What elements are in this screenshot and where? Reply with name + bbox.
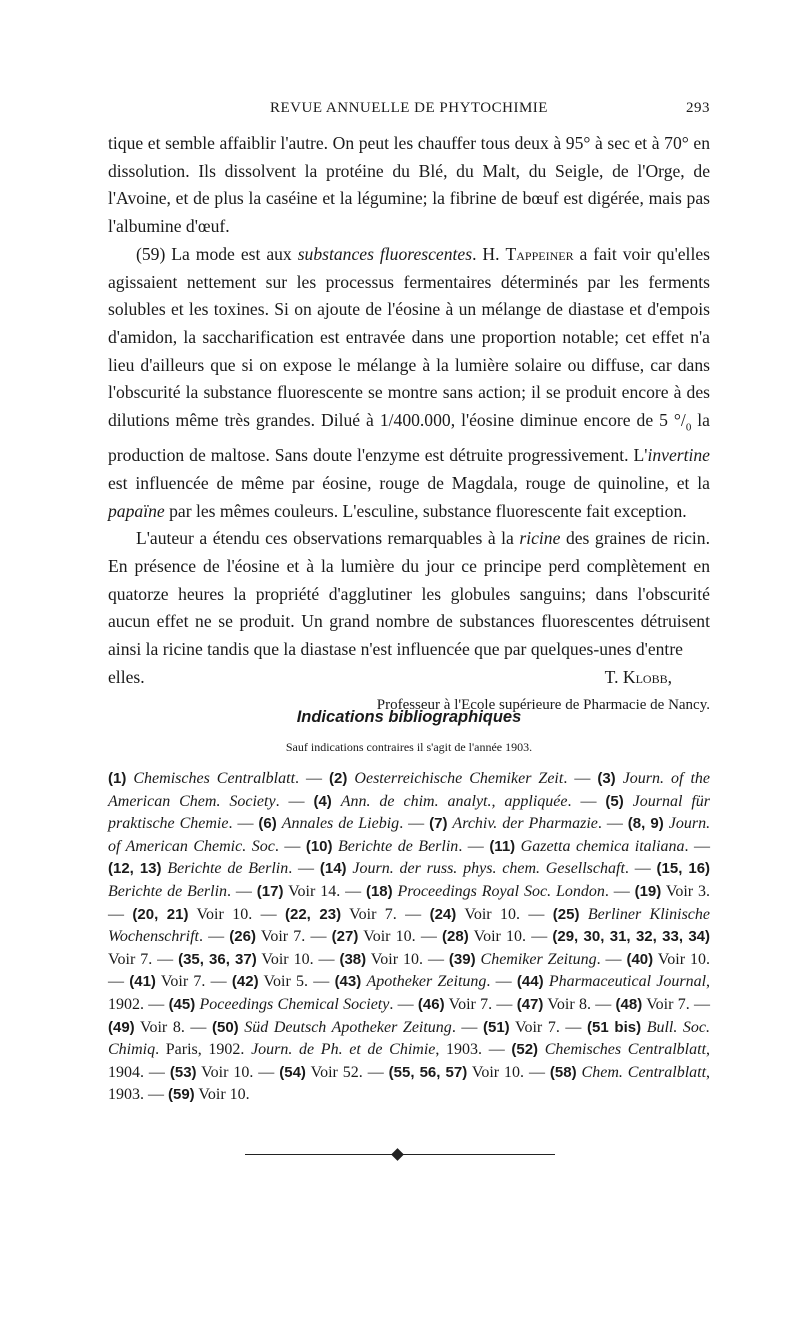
emphasis-substances: substances fluorescentes xyxy=(297,243,473,264)
reference-text: Voir 7. — xyxy=(642,995,711,1013)
reference-text: . — xyxy=(604,882,635,900)
bibliography-entry xyxy=(129,973,232,990)
reference-number: (39) xyxy=(448,950,476,968)
paragraph-fluorescent: (59) La mode est aux substances fluorescentes. H. Tappeiner a fait voir qu'elles agissaient nettement sur les processus fermentaires déterminés par les ferments solubles et les toxines. Si on ajoute de l'éosine à un mélange de diastase et d'empois d'amidon, la saccharification est entravée dans une proportion notable; cet effet n'a lieu d'ailleurs que si on expose le mélange à la lumière solaire ou diffuse, car dans l'obscurité la substance fluorescente se montre sans action; il se produit encore à des dilutions même très grandes. Dilué à 1/400.000, l'éosine diminue encore de 5 $^\circ/_0$ la production de maltose. Sans doute l'enzyme est détruite progressivement. L'invertine est influencée de même par éosine, rouge de Magdala, rouge de quinoline, et la papaïne par les mêmes couleurs. L'esculine, substance fluorescente fait exception. xyxy=(108,243,710,521)
reference-journal: Ann. de chim. analyt., appliquée xyxy=(340,792,568,810)
bibliography-entry xyxy=(329,770,597,787)
bibliography-entry xyxy=(389,1064,550,1081)
reference-journal: Journal für praktische Chemie xyxy=(108,792,711,833)
reference-text: Voir 7. — xyxy=(341,905,430,923)
reference-text: . — xyxy=(486,973,517,991)
reference-number: (11) xyxy=(489,837,516,855)
reference-journal: Chem. Centralblatt xyxy=(581,1063,707,1081)
reference-journal: Oesterreichische Chemiker Zeit xyxy=(354,770,564,787)
reference-text: Voir 10. — xyxy=(358,928,443,946)
reference-number: (48) xyxy=(615,995,643,1013)
reference-number: (43) xyxy=(334,973,362,991)
bibliography-entry xyxy=(169,996,418,1013)
reference-number: (59) xyxy=(168,1086,195,1104)
reference-number: (19) xyxy=(634,882,662,900)
reference-text: Voir 14. — xyxy=(283,882,366,900)
reference-text: . — xyxy=(596,950,627,968)
reference-number: (20, 21) xyxy=(132,905,189,923)
reference-number: (51) xyxy=(482,1018,510,1036)
reference-number: (1) xyxy=(108,770,127,787)
reference-text: . — xyxy=(624,860,657,878)
reference-journal: Berichte de Berlin xyxy=(167,860,289,878)
bibliography-entry xyxy=(430,906,553,923)
bibliography-entry xyxy=(229,928,331,945)
reference-text xyxy=(332,793,341,810)
reference-number: (8, 9) xyxy=(627,815,664,833)
bibliography-entry xyxy=(168,1086,250,1103)
reference-journal: Gazetta chemica italiana xyxy=(520,837,685,855)
reference-text: Voir 10. — xyxy=(188,905,285,923)
reference-text: Voir 10. xyxy=(194,1086,250,1104)
reference-number: (46) xyxy=(417,995,445,1013)
reference-number: (54) xyxy=(279,1063,306,1081)
reference-number: (49) xyxy=(108,1018,135,1036)
bibliography-entry xyxy=(332,928,442,945)
reference-text: Voir 10. — xyxy=(456,905,553,923)
reference-text: Voir 7. — xyxy=(155,973,232,991)
bibliography-entry xyxy=(517,996,616,1013)
reference-journal: Chemisches Centralblatt xyxy=(133,770,296,787)
reference-number: (26) xyxy=(229,928,256,946)
emphasis-invertine: invertine xyxy=(647,445,710,466)
reference-number: (2) xyxy=(329,770,348,787)
reference-text xyxy=(616,770,623,787)
reference-journal: Süd Deutsch Apotheker Zeitung xyxy=(244,1018,452,1036)
reference-text: . — xyxy=(389,995,418,1013)
reference-journal: Berichte de Berlin xyxy=(108,882,228,900)
reference-text: Voir 10. — xyxy=(196,1063,280,1081)
reference-text: , 1903. — xyxy=(435,1041,512,1059)
reference-number: (18) xyxy=(365,882,393,900)
reference-text: . — xyxy=(567,792,606,810)
bibliography-entry xyxy=(108,770,329,787)
bibliography-entry xyxy=(306,838,489,855)
reference-journal: Journ. der russ. phys. chem. Gesellschaft xyxy=(352,860,625,878)
reference-text: . — xyxy=(275,792,314,810)
bibliography-entry xyxy=(616,996,711,1013)
reference-text: . — xyxy=(399,815,430,833)
bibliography-entry xyxy=(320,860,657,877)
bibliography-entry xyxy=(366,883,635,900)
paragraph-continuation: tique et semble affaiblir l'autre. On peut les chauffer tous deux à 95° à sec et à 70° en dissolution. Ils dissolvent la protéine du Blé, du Malt, du Seigle, de l'Orge, de l'Avoine, et de plus la caséine et la légumine; la fibrine de bœuf est digérée, mais pas l'albumine d'œuf. xyxy=(108,133,710,237)
body-text xyxy=(108,130,710,716)
reference-number: (40) xyxy=(626,950,654,968)
reference-text: , 1902. — xyxy=(108,973,711,1013)
bibliography-entry xyxy=(489,838,710,855)
bibliography-entry xyxy=(449,951,627,968)
reference-text: . — xyxy=(458,837,490,855)
reference-text: . — xyxy=(451,1018,483,1036)
reference-journal: Bull. Soc. Chimiq xyxy=(108,1018,711,1059)
bibliography-entry xyxy=(257,883,366,900)
reference-number: (28) xyxy=(442,928,469,946)
reference-text: . — xyxy=(228,815,259,833)
bibliography-entry xyxy=(108,1019,212,1036)
bibliography-heading: Indications bibliographiques xyxy=(296,708,522,726)
bibliography-entry xyxy=(285,906,430,923)
reference-number: (47) xyxy=(516,995,544,1013)
reference-number: (52) xyxy=(511,1041,539,1059)
running-title: REVUE ANNUELLE DE PHYTOCHIMIE xyxy=(270,100,548,116)
reference-number: (10) xyxy=(305,837,333,855)
reference-number: (55, 56, 57) xyxy=(388,1063,468,1081)
bibliography-note: Sauf indications contraires il s'agit de l'année 1903. xyxy=(285,740,533,754)
reference-text xyxy=(624,793,633,810)
reference-text: Voir 10. — xyxy=(108,950,711,991)
reference-number: (44) xyxy=(516,973,544,991)
reference-text: . — xyxy=(684,837,711,855)
reference-text: Voir 10. — xyxy=(467,1063,550,1081)
affiliation: Professeur à l'Ecole supérieure de Pharmacie de Nancy. xyxy=(376,696,710,713)
bibliography-entry xyxy=(339,951,448,968)
reference-text: Voir 8. — xyxy=(543,995,616,1013)
page-number: 293 xyxy=(686,100,710,116)
reference-text: . Paris, 1902. xyxy=(155,1041,252,1059)
reference-text: Voir 7. — xyxy=(108,950,179,968)
reference-number: (53) xyxy=(169,1063,197,1081)
bibliography-entry xyxy=(483,1019,587,1036)
reference-journal: Pharmaceutical Journal xyxy=(548,973,707,991)
bibliography-entry xyxy=(335,973,517,990)
reference-journal: Poceedings Chemical Society xyxy=(199,995,390,1013)
running-header xyxy=(108,100,710,117)
reference-journal: Berichte de Berlin xyxy=(338,837,459,855)
reference-text: Voir 5. — xyxy=(258,973,335,991)
reference-number: (51 bis) xyxy=(586,1018,642,1036)
author-name: Tappeiner xyxy=(505,243,574,264)
reference-number: (12, 13) xyxy=(108,860,162,878)
reference-number: (24) xyxy=(429,905,457,923)
reference-journal: Proceedings Royal Soc. London xyxy=(397,882,605,900)
last-word: elles. xyxy=(108,666,145,687)
reference-number: (6) xyxy=(258,815,277,833)
reference-text: Voir 52. — xyxy=(305,1063,389,1081)
reference-text: Voir 10. — xyxy=(468,928,553,946)
bibliography-entry xyxy=(212,1019,483,1036)
reference-text: Voir 7. — xyxy=(444,995,517,1013)
reference-text: Voir 7. — xyxy=(509,1018,587,1036)
reference-text xyxy=(579,906,587,923)
paragraph-ricine: L'auteur a étendu ces observations remarquables à la ricine des graines de ricin. En présence de l'éosine et à la lumière du jour ce principe perd complètement en quatorze heures la propriété d'agglutiner les globules sanguins; dans l'obscurité aucun effet ne se produit. Un grand nombre de substances fluorescentes détruisent ainsi la ricine tandis que la diastase n'est influencée que par quelques-unes d'entre xyxy=(108,528,710,660)
reference-number: (3) xyxy=(597,770,616,787)
reference-text: Voir 10. — xyxy=(256,950,340,968)
reference-journal: Chemiker Zeitung xyxy=(480,950,597,968)
reference-journal: Archiv. der Pharmazie xyxy=(452,815,598,833)
reference-number: (15, 16) xyxy=(656,860,711,878)
reference-number: (35, 36, 37) xyxy=(178,950,257,968)
end-ornament xyxy=(245,1150,555,1160)
bibliography-entry xyxy=(418,996,517,1013)
reference-text: . — xyxy=(288,860,320,878)
bibliography-entry xyxy=(132,906,285,923)
bibliography-entry xyxy=(178,951,339,968)
diamond-icon xyxy=(391,1148,404,1161)
reference-text: , 1904. — xyxy=(108,1041,711,1081)
reference-text: Voir 10. — xyxy=(366,950,449,968)
signature-row xyxy=(108,664,710,692)
reference-journal: Chemisches Centralblatt xyxy=(544,1041,707,1059)
reference-text xyxy=(538,1041,545,1058)
bibliography-list xyxy=(108,768,710,1107)
reference-number: (42) xyxy=(231,973,259,991)
reference-journal: Journ. de Ph. et de Chimie xyxy=(251,1041,436,1059)
bibliography-entry xyxy=(258,815,429,832)
reference-journal: Journ. of the American Chem. Society xyxy=(108,770,711,810)
reference-journal: Journ. of American Chemic. Soc xyxy=(108,815,711,855)
bibliography-entry xyxy=(108,860,320,877)
reference-number: (41) xyxy=(129,973,156,991)
emphasis-papaine: papaïne xyxy=(108,500,165,521)
reference-text: . — xyxy=(227,882,257,900)
reference-journal: Annales de Liebig xyxy=(281,815,400,833)
reference-number: (17) xyxy=(256,882,284,900)
reference-text: , 1903. — xyxy=(108,1063,711,1104)
reference-number: (29, 30, 31, 32, 33, 34) xyxy=(552,928,711,946)
reference-number: (7) xyxy=(429,815,448,833)
reference-text: . — xyxy=(295,770,330,787)
reference-number: (38) xyxy=(339,950,367,968)
reference-text: . — xyxy=(563,770,598,787)
reference-number: (22, 23) xyxy=(284,905,342,923)
reference-number: (5) xyxy=(605,792,624,810)
reference-journal: Berliner Klinische Wochenschrift xyxy=(108,905,710,946)
bibliography-entry xyxy=(279,1064,388,1081)
bibliography-entry xyxy=(313,793,605,810)
reference-number: (25) xyxy=(552,905,580,923)
bibliography-entry xyxy=(429,815,628,832)
reference-text: Voir 3. — xyxy=(108,882,711,923)
reference-number: (27) xyxy=(331,928,359,946)
reference-number: (50) xyxy=(212,1018,239,1036)
bibliography-entry xyxy=(232,973,335,990)
reference-number: (4) xyxy=(313,792,332,810)
reference-text: . — xyxy=(597,815,628,833)
reference-text: Voir 8. — xyxy=(134,1018,212,1036)
reference-journal: Apotheker Zeitung xyxy=(366,973,487,991)
signature: T. Klobb, xyxy=(604,666,672,687)
reference-text: . — xyxy=(274,837,306,855)
reference-text: . — xyxy=(198,928,230,946)
reference-number: (45) xyxy=(168,995,196,1013)
reference-text: Voir 7. — xyxy=(255,928,332,946)
bibliography-entry xyxy=(442,928,552,945)
bibliography-entry xyxy=(170,1064,279,1081)
reference-number: (58) xyxy=(549,1063,577,1081)
emphasis-ricine: ricine xyxy=(519,528,561,549)
reference-number: (14) xyxy=(319,860,347,878)
